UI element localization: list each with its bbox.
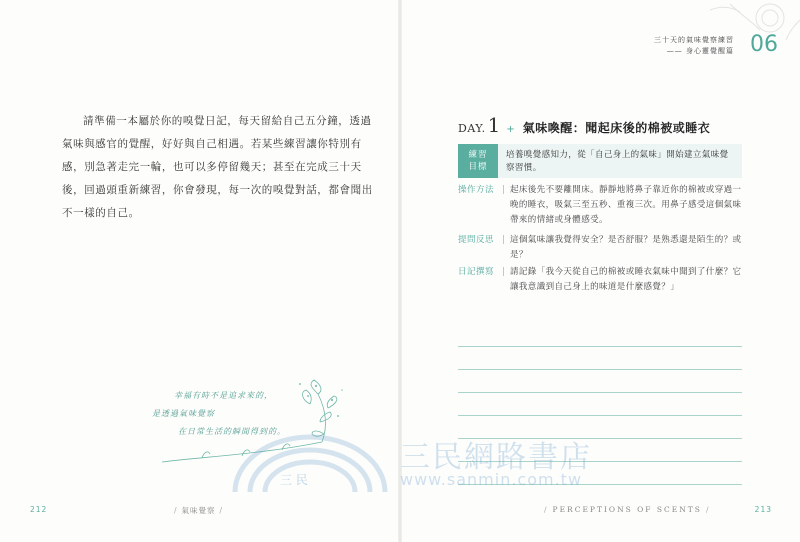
watermark-logo-text: 三 民	[280, 473, 308, 487]
row-label: 提問反思	[458, 235, 495, 245]
goal-tag-line: 目標	[468, 162, 488, 172]
left-page-number: 212	[30, 505, 48, 514]
right-running-title	[540, 505, 714, 514]
poem-line: 幸福有時不是追求來的，	[174, 391, 273, 400]
poem-line: 在日常生活的瞬間得到的。	[178, 427, 286, 436]
reflection-row	[458, 233, 748, 263]
slash-divider: /	[219, 506, 224, 515]
right-page-number: 213	[754, 505, 772, 514]
running-title-text: PERCEPTIONS OF SCENTS	[552, 505, 702, 514]
watermark-logo-icon	[225, 432, 395, 492]
chapter-number: 06	[750, 32, 778, 57]
slash-divider: /	[544, 505, 549, 514]
watermark-url: www.sanmin.com.tw	[400, 470, 583, 489]
writing-line	[458, 415, 742, 416]
left-running-title	[170, 505, 227, 516]
writing-line	[458, 369, 742, 370]
writing-line	[458, 392, 742, 393]
practice-goal-tag	[458, 144, 498, 178]
row-label: 操作方法	[458, 185, 495, 195]
day-number: 1	[487, 113, 501, 137]
row-text: 請記錄「我今天從自己的棉被或睡衣氣味中聞到了什麼？它讓我意識到自己身上的味道是什麼感覺？」	[510, 267, 742, 292]
goal-tag-line: 練習	[468, 150, 488, 160]
method-row	[458, 183, 748, 228]
row-separator: |	[502, 235, 505, 245]
row-text: 起床後先不要離開床。靜靜地將鼻子靠近你的棉被或穿過一晚的睡衣，吸氣三至五秒、重複三次。用鼻子感受這個氣味帶來的情緒或身體感受。	[510, 185, 742, 225]
header-subtitle: —— 身心靈覺醒篇	[666, 47, 734, 55]
poem-line: 是透過氣味覺察	[152, 409, 215, 418]
watermark	[225, 432, 592, 492]
day-label: DAY.	[458, 122, 486, 135]
slash-divider: /	[705, 505, 711, 514]
day-title: 氣味喚醒：聞起床後的棉被或睡衣	[522, 121, 711, 135]
writing-line	[458, 346, 742, 347]
intro-paragraph: 請準備一本屬於你的嗅覺日記，每天留給自己五分鐘，透過氣味與感官的覺醒，好好與自己相遇。若某些練習讓你特別有感，別急著走完一輪，也可以多停留幾天；甚至在完成三十天後，回過頭重新練習，你會發現，每一次的嗅覺對話，都會聞出不一樣的自己。	[62, 115, 373, 219]
plus-icon: +	[506, 124, 515, 135]
practice-goal-box	[458, 144, 742, 178]
journal-row	[458, 265, 748, 295]
chapter-header	[654, 35, 734, 57]
row-separator: |	[502, 185, 505, 195]
running-title-text: 氣味覺察	[181, 506, 216, 515]
row-text: 這個氣味讓我覺得安全？是否舒服？是熟悉還是陌生的？或是？	[510, 235, 742, 260]
watermark-name: 三民網路書店	[400, 440, 592, 475]
row-separator: |	[502, 267, 505, 277]
row-label: 日記撰寫	[458, 267, 495, 277]
practice-goal-text: 培養嗅覺感知力，從「自己身上的氣味」開始建立氣味覺察習慣。	[506, 150, 729, 173]
day-heading	[458, 115, 710, 136]
slash-divider: /	[174, 506, 178, 515]
header-title: 三十天的氣味覺察練習	[654, 36, 734, 44]
